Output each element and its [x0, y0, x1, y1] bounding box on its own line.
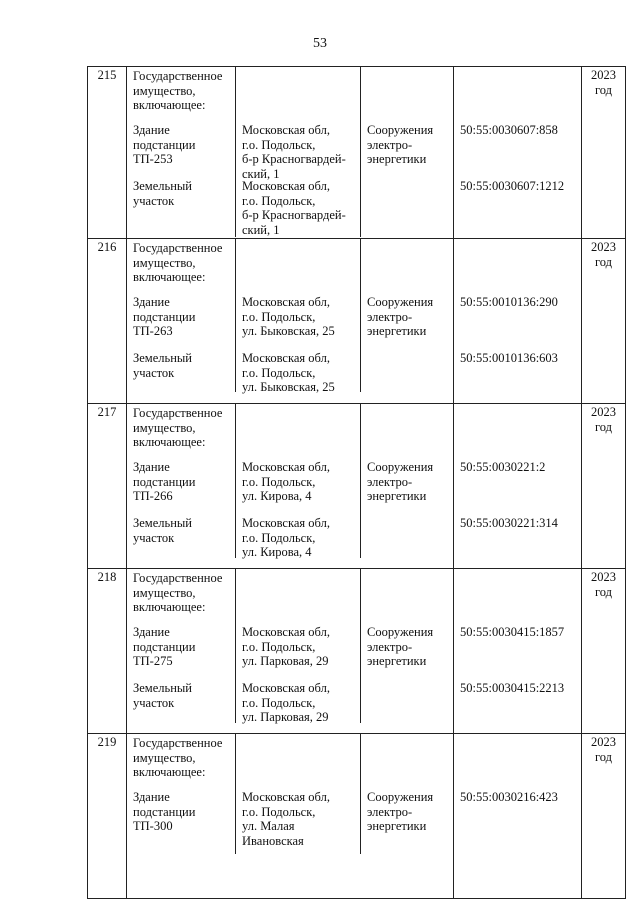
building-name: Здание — [133, 625, 170, 639]
building-address: б-р Красногвардей- — [242, 152, 346, 166]
land-address: ул. Кирова, 4 — [242, 545, 312, 559]
property-group-heading: Государственное — [133, 571, 223, 585]
property-group-heading: Государственное — [133, 241, 223, 255]
land-address: ул. Быковская, 25 — [242, 380, 335, 394]
year-text: год — [594, 419, 613, 434]
year-text: 2023 — [591, 735, 616, 749]
building-name: подстанции — [133, 137, 196, 152]
building-address: ул. Малая — [242, 819, 295, 833]
row-number: 217 — [88, 404, 127, 569]
land-address: ул. Парковая, 29 — [242, 710, 329, 724]
building-type: Сооружения — [367, 123, 434, 137]
building-cadastral-number: 50:55:0030415:1857 — [460, 625, 565, 639]
building-cadastral-number: 50:55:0030607:858 — [460, 123, 558, 137]
property-group-heading: включающее: — [133, 270, 206, 284]
property-group-heading: Государственное — [133, 736, 223, 750]
cadastral-cell — [454, 404, 582, 569]
year-cell — [582, 734, 626, 899]
property-group-heading: имущество, — [133, 585, 196, 600]
land-name: участок — [133, 193, 175, 208]
row-number: 219 — [88, 734, 127, 899]
year-text: год — [594, 254, 613, 269]
property-group-heading: включающее: — [133, 765, 206, 779]
land-address: Московская обл, — [242, 351, 330, 365]
building-address: Московская обл, — [242, 295, 330, 309]
land-name: участок — [133, 695, 175, 710]
registry-row — [88, 67, 626, 239]
cadastral-cell — [454, 569, 582, 734]
year-text: год — [594, 749, 613, 764]
land-cadastral-number: 50:55:0030607:1212 — [460, 179, 565, 193]
building-type: Сооружения — [367, 790, 434, 804]
cadastral-cell — [454, 734, 582, 899]
land-address: Московская обл, — [242, 516, 330, 530]
registry-row — [88, 239, 626, 404]
land-cadastral-number: 50:55:0010136:603 — [460, 351, 558, 365]
registry-row — [88, 569, 626, 734]
building-address: ул. Кирова, 4 — [242, 489, 312, 503]
building-name: Здание — [133, 295, 170, 309]
building-cadastral-number: 50:55:0030216:423 — [460, 790, 558, 804]
building-address: Московская обл, — [242, 790, 330, 804]
land-address: Московская обл, — [242, 681, 330, 695]
building-address: Московская обл, — [242, 460, 330, 474]
cadastral-cell — [454, 67, 582, 239]
property-group-heading: имущество, — [133, 420, 196, 435]
land-address: г.о. Подольск, — [242, 193, 316, 208]
land-address: б-р Красногвардей- — [242, 208, 346, 222]
land-cadastral-number: 50:55:0030415:2213 — [460, 681, 565, 695]
building-name: подстанции — [133, 309, 196, 324]
building-type: энергетики — [367, 819, 427, 833]
building-address: Ивановская — [242, 833, 304, 848]
building-name: подстанции — [133, 639, 196, 654]
row-number: 216 — [88, 239, 127, 404]
building-address: г.о. Подольск, — [242, 804, 316, 819]
year-cell — [582, 239, 626, 404]
land-name: Земельный — [133, 351, 192, 365]
building-cadastral-number: 50:55:0030221:2 — [460, 460, 546, 474]
property-description-cell — [127, 239, 454, 404]
property-group-heading: Государственное — [133, 406, 223, 420]
year-text: 2023 — [591, 68, 616, 82]
building-name: Здание — [133, 123, 170, 137]
building-type: энергетики — [367, 654, 427, 668]
building-type: Сооружения — [367, 460, 434, 474]
property-description-cell — [127, 404, 454, 569]
row-number: 218 — [88, 569, 127, 734]
building-type: электро- — [367, 804, 413, 819]
building-name: ТП-300 — [133, 819, 173, 833]
land-address: г.о. Подольск, — [242, 530, 316, 545]
property-description-cell — [127, 569, 454, 734]
building-name: Здание — [133, 790, 170, 804]
registry-row — [88, 734, 626, 899]
land-address: г.о. Подольск, — [242, 695, 316, 710]
building-cadastral-number: 50:55:0010136:290 — [460, 295, 558, 309]
year-text: 2023 — [591, 570, 616, 584]
land-cadastral-number: 50:55:0030221:314 — [460, 516, 558, 530]
building-address: г.о. Подольск, — [242, 639, 316, 654]
building-name: Здание — [133, 460, 170, 474]
property-group-heading: включающее: — [133, 98, 206, 112]
building-name: ТП-266 — [133, 489, 173, 503]
building-address: г.о. Подольск, — [242, 309, 316, 324]
building-address: ул. Парковая, 29 — [242, 654, 329, 668]
building-address: г.о. Подольск, — [242, 137, 316, 152]
year-text: 2023 — [591, 405, 616, 419]
building-type: электро- — [367, 639, 413, 654]
building-name: подстанции — [133, 804, 196, 819]
building-type: электро- — [367, 474, 413, 489]
building-type: энергетики — [367, 489, 427, 503]
row-number: 215 — [88, 67, 127, 239]
building-address: Московская обл, — [242, 625, 330, 639]
land-address: ский, 1 — [242, 222, 280, 237]
building-name: ТП-253 — [133, 152, 173, 166]
building-address: ский, 1 — [242, 166, 280, 181]
building-type: Сооружения — [367, 625, 434, 639]
building-name: подстанции — [133, 474, 196, 489]
property-group-heading: имущество, — [133, 255, 196, 270]
building-address: г.о. Подольск, — [242, 474, 316, 489]
building-type: электро- — [367, 137, 413, 152]
property-group-heading: включающее: — [133, 435, 206, 449]
year-cell — [582, 67, 626, 239]
building-type: энергетики — [367, 324, 427, 338]
building-name: ТП-275 — [133, 654, 173, 668]
land-name: Земельный — [133, 516, 192, 530]
cadastral-cell — [454, 239, 582, 404]
year-text: год — [594, 584, 613, 599]
registry-row — [88, 404, 626, 569]
page-number: 53 — [313, 36, 327, 51]
property-description-cell — [127, 67, 454, 239]
land-name: участок — [133, 365, 175, 380]
building-address: ул. Быковская, 25 — [242, 324, 335, 338]
building-type: Сооружения — [367, 295, 434, 309]
building-type: энергетики — [367, 152, 427, 166]
building-address: Московская обл, — [242, 123, 330, 137]
building-type: электро- — [367, 309, 413, 324]
property-group-heading: имущество, — [133, 750, 196, 765]
property-group-heading: имущество, — [133, 83, 196, 98]
year-text: год — [594, 82, 613, 97]
building-name: ТП-263 — [133, 324, 173, 338]
land-name: Земельный — [133, 681, 192, 695]
year-cell — [582, 569, 626, 734]
year-text: 2023 — [591, 240, 616, 254]
land-name: Земельный — [133, 179, 192, 193]
property-group-heading: Государственное — [133, 69, 223, 83]
land-name: участок — [133, 530, 175, 545]
year-cell — [582, 404, 626, 569]
land-address: Московская обл, — [242, 179, 330, 193]
property-group-heading: включающее: — [133, 600, 206, 614]
land-address: г.о. Подольск, — [242, 365, 316, 380]
property-registry-table — [87, 66, 626, 899]
property-description-cell — [127, 734, 454, 899]
